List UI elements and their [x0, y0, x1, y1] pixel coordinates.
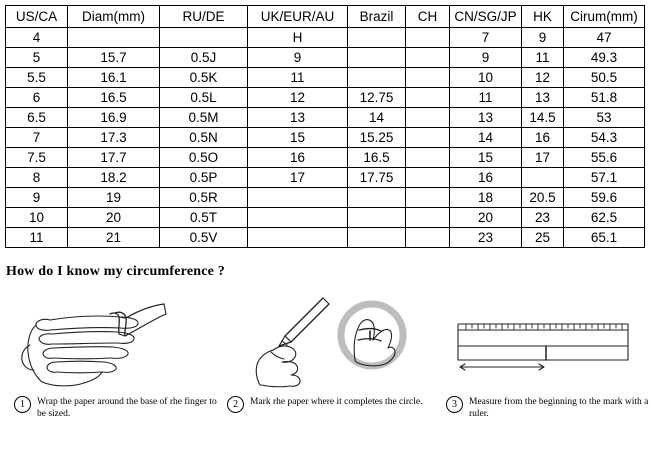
cell-diam: 15.7 [68, 48, 160, 68]
cell-ch [406, 108, 450, 128]
step-2-caption [227, 396, 434, 413]
cell-uk-eur-au [248, 228, 348, 248]
cell-ru-de: 0.5J [160, 48, 248, 68]
cell-cirum: 59.6 [564, 188, 645, 208]
cell-cn-sg-jp: 10 [450, 68, 522, 88]
cell-cn-sg-jp: 18 [450, 188, 522, 208]
cell-brazil: 14 [348, 108, 406, 128]
cell-us-ca: 6.5 [6, 108, 68, 128]
cell-hk: 25 [522, 228, 564, 248]
cell-hk: 20.5 [522, 188, 564, 208]
column-header-ru-de: RU/DE [160, 6, 248, 28]
cell-cirum: 57.1 [564, 168, 645, 188]
cell-brazil [348, 208, 406, 228]
cell-ru-de: 0.5T [160, 208, 248, 228]
cell-hk: 17 [522, 148, 564, 168]
cell-diam: 16.9 [68, 108, 160, 128]
table-row [6, 68, 645, 88]
cell-ch [406, 128, 450, 148]
cell-us-ca: 10 [6, 208, 68, 228]
cell-uk-eur-au: 11 [248, 68, 348, 88]
cell-brazil: 12.75 [348, 88, 406, 108]
cell-brazil: 17.75 [348, 168, 406, 188]
cell-ru-de: 0.5R [160, 188, 248, 208]
cell-uk-eur-au: 9 [248, 48, 348, 68]
cell-us-ca: 11 [6, 228, 68, 248]
cell-uk-eur-au: 16 [248, 148, 348, 168]
cell-cirum: 53 [564, 108, 645, 128]
cell-cn-sg-jp: 14 [450, 128, 522, 148]
step-number-3: 3 [446, 396, 463, 413]
table-row [6, 48, 645, 68]
step-number-1: 1 [14, 396, 31, 413]
cell-ru-de: 0.5M [160, 108, 248, 128]
instruction-step-1 [14, 290, 221, 440]
cell-hk: 23 [522, 208, 564, 228]
cell-ch [406, 148, 450, 168]
cell-ru-de: 0.5O [160, 148, 248, 168]
cell-ru-de: 0.5V [160, 228, 248, 248]
cell-brazil: 15.25 [348, 128, 406, 148]
cell-us-ca: 7 [6, 128, 68, 148]
cell-diam: 18.2 [68, 168, 160, 188]
cell-uk-eur-au: 12 [248, 88, 348, 108]
cell-hk: 12 [522, 68, 564, 88]
cell-uk-eur-au [248, 208, 348, 228]
column-header-cirum: Cirum(mm) [564, 6, 645, 28]
table-row [6, 188, 645, 208]
cell-cn-sg-jp: 15 [450, 148, 522, 168]
step-2-text: Mark rhe paper where it completes the circle. [250, 397, 423, 407]
cell-ru-de: 0.5P [160, 168, 248, 188]
cell-ru-de [160, 28, 248, 48]
cell-cn-sg-jp: 16 [450, 168, 522, 188]
column-header-us-ca: US/CA [6, 6, 68, 28]
table-row [6, 228, 645, 248]
cell-cirum: 55.6 [564, 148, 645, 168]
cell-cn-sg-jp: 20 [450, 208, 522, 228]
cell-cn-sg-jp: 9 [450, 48, 522, 68]
cell-hk [522, 168, 564, 188]
cell-ch [406, 168, 450, 188]
cell-us-ca: 6 [6, 88, 68, 108]
cell-uk-eur-au [248, 188, 348, 208]
table-row [6, 108, 645, 128]
cell-ru-de: 0.5L [160, 88, 248, 108]
cell-uk-eur-au: H [248, 28, 348, 48]
cell-ch [406, 208, 450, 228]
hand-with-paper-strip-icon [14, 290, 214, 390]
cell-diam: 20 [68, 208, 160, 228]
cell-cirum: 49.3 [564, 48, 645, 68]
column-header-cn-sg-jp: CN/SG/JP [450, 6, 522, 28]
cell-cirum: 47 [564, 28, 645, 48]
cell-uk-eur-au: 13 [248, 108, 348, 128]
cell-diam [68, 28, 160, 48]
column-header-brazil: Brazil [348, 6, 406, 28]
step-3-caption [446, 396, 651, 420]
cell-ch [406, 88, 450, 108]
cell-hk: 13 [522, 88, 564, 108]
cell-hk: 14.5 [522, 108, 564, 128]
instruction-steps [6, 290, 649, 440]
step-3-text: Measure from the beginning to the mark with a ruler. [469, 397, 649, 419]
cell-cirum: 54.3 [564, 128, 645, 148]
table-row [6, 208, 645, 228]
cell-cirum: 51.8 [564, 88, 645, 108]
cell-ru-de: 0.5N [160, 128, 248, 148]
section-heading-circumference: How do I know my circumference ? [6, 264, 225, 279]
instruction-step-3 [446, 290, 651, 440]
cell-diam: 17.3 [68, 128, 160, 148]
cell-uk-eur-au: 17 [248, 168, 348, 188]
table-header-row [6, 6, 645, 28]
cell-ch [406, 68, 450, 88]
cell-ch [406, 28, 450, 48]
table-row [6, 88, 645, 108]
cell-hk: 11 [522, 48, 564, 68]
cell-cirum: 65.1 [564, 228, 645, 248]
ring-size-table [5, 5, 645, 248]
instruction-step-2 [227, 290, 434, 440]
column-header-diam: Diam(mm) [68, 6, 160, 28]
ring-size-chart-page [0, 5, 651, 449]
step-number-2: 2 [227, 396, 244, 413]
cell-us-ca: 4 [6, 28, 68, 48]
step-1-caption [14, 396, 221, 420]
cell-ch [406, 228, 450, 248]
cell-us-ca: 5.5 [6, 68, 68, 88]
cell-cn-sg-jp: 13 [450, 108, 522, 128]
cell-hk: 16 [522, 128, 564, 148]
cell-us-ca: 8 [6, 168, 68, 188]
cell-diam: 21 [68, 228, 160, 248]
cell-ru-de: 0.5K [160, 68, 248, 88]
column-header-hk: HK [522, 6, 564, 28]
cell-brazil [348, 48, 406, 68]
cell-brazil [348, 68, 406, 88]
ruler-measuring-icon [446, 290, 646, 390]
table-row [6, 148, 645, 168]
cell-brazil: 16.5 [348, 148, 406, 168]
cell-diam: 19 [68, 188, 160, 208]
cell-cirum: 50.5 [564, 68, 645, 88]
cell-ch [406, 188, 450, 208]
cell-us-ca: 7.5 [6, 148, 68, 168]
table-row [6, 128, 645, 148]
column-header-uk-eur-au: UK/EUR/AU [248, 6, 348, 28]
cell-cn-sg-jp: 7 [450, 28, 522, 48]
cell-hk: 9 [522, 28, 564, 48]
cell-brazil [348, 228, 406, 248]
cell-diam: 16.1 [68, 68, 160, 88]
table-row [6, 28, 645, 48]
cell-cn-sg-jp: 23 [450, 228, 522, 248]
cell-diam: 17.7 [68, 148, 160, 168]
cell-diam: 16.5 [68, 88, 160, 108]
hand-marking-paper-icon [227, 290, 427, 390]
cell-uk-eur-au: 15 [248, 128, 348, 148]
cell-brazil [348, 28, 406, 48]
cell-ch [406, 48, 450, 68]
cell-us-ca: 5 [6, 48, 68, 68]
cell-us-ca: 9 [6, 188, 68, 208]
cell-brazil [348, 188, 406, 208]
step-1-text: Wrap the paper around the base of rhe finger to be sized. [37, 397, 217, 419]
cell-cirum: 62.5 [564, 208, 645, 228]
table-row [6, 168, 645, 188]
cell-cn-sg-jp: 11 [450, 88, 522, 108]
column-header-ch: CH [406, 6, 450, 28]
